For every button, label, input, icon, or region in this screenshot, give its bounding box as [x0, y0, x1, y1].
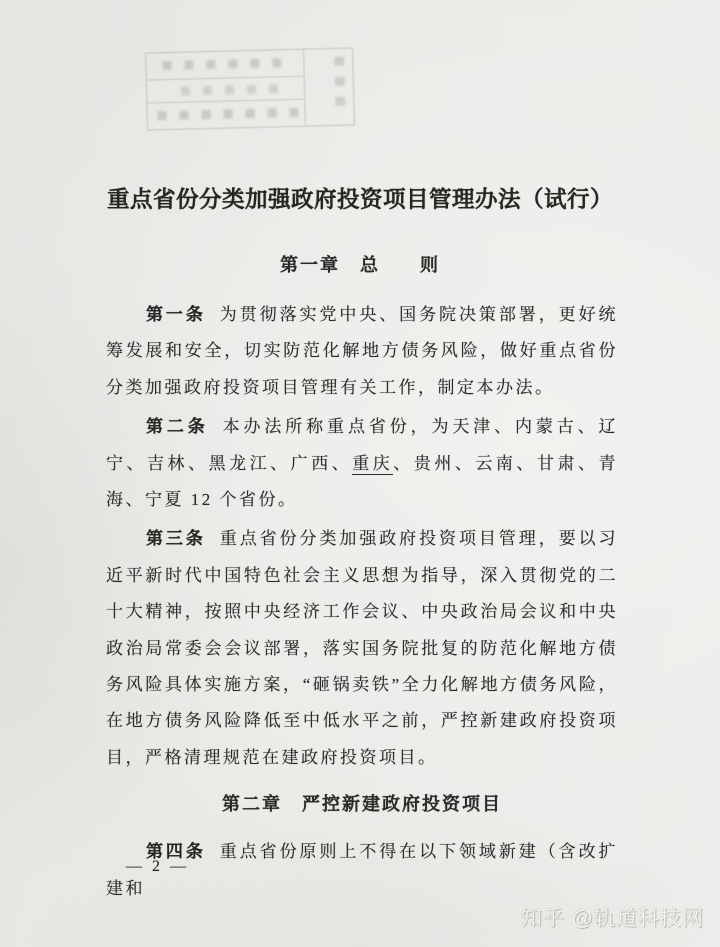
- article-2-text-after: 、贵州、云南、甘肃、青海、宁夏 12 个省份。: [106, 453, 619, 510]
- stamp-vertical-divider: [303, 50, 306, 126]
- article-4-text: 重点省份原则上不得在以下领域新建（含改扩建和: [106, 842, 619, 898]
- article-4-number: 第四条: [146, 842, 206, 862]
- document-body: [106, 297, 618, 910]
- article-1: [106, 297, 618, 406]
- zhihu-watermark: 知乎 @轨道科技网: [520, 907, 704, 930]
- document-title: 重点省份分类加强政府投资项目管理办法（试行）: [106, 187, 613, 212]
- stamp-illegible-text: [162, 58, 292, 70]
- stamp-illegible-text: [181, 84, 291, 96]
- article-3-text: 重点省份分类加强政府投资项目管理，要以习近平新时代中国特色社会主义思想为指导，深入贯彻党的二十大精神，按照中央经济工作会议、中央政治局会议和中央政治局常委会会议部署，落实国务院批复的防范化解地方债务风险具体实施方案，“砸锅卖铁”全力化解地方债务风险，在地方债务风险降低至中低水平之前，严控新建政府投资项目，严格清理规范在建政府投资项目。: [106, 529, 619, 767]
- faded-stamp-box: [145, 47, 355, 130]
- article-1-text: 为贯彻落实党中央、国务院决策部署，更好统筹发展和安全，切实防范化解地方债务风险，做好重点省份分类加强政府投资项目管理有关工作，制定本办法。: [106, 305, 619, 397]
- stamp-illegible-text: [158, 108, 300, 120]
- article-2: [106, 409, 618, 518]
- chapter-2-heading: 第二章 严控新建政府投资项目: [222, 794, 502, 815]
- article-2-number: 第二条: [146, 417, 209, 437]
- stamp-illegible-side-text: [334, 57, 345, 117]
- chapter-1-heading: 第一章 总 则: [280, 255, 440, 275]
- page-number: — 2 —: [126, 858, 189, 875]
- article-3: [106, 521, 618, 776]
- article-2-text-before: 本办法所称重点省份，为天津、内蒙古、辽宁、吉林、黑龙江、广西、: [106, 417, 619, 473]
- stamp-row-divider: [147, 76, 304, 81]
- article-3-number: 第三条: [146, 529, 206, 549]
- article-1-number: 第一条: [146, 305, 206, 324]
- underlined-province-chongqing: 重庆: [352, 453, 394, 473]
- stamp-row-divider: [147, 98, 304, 103]
